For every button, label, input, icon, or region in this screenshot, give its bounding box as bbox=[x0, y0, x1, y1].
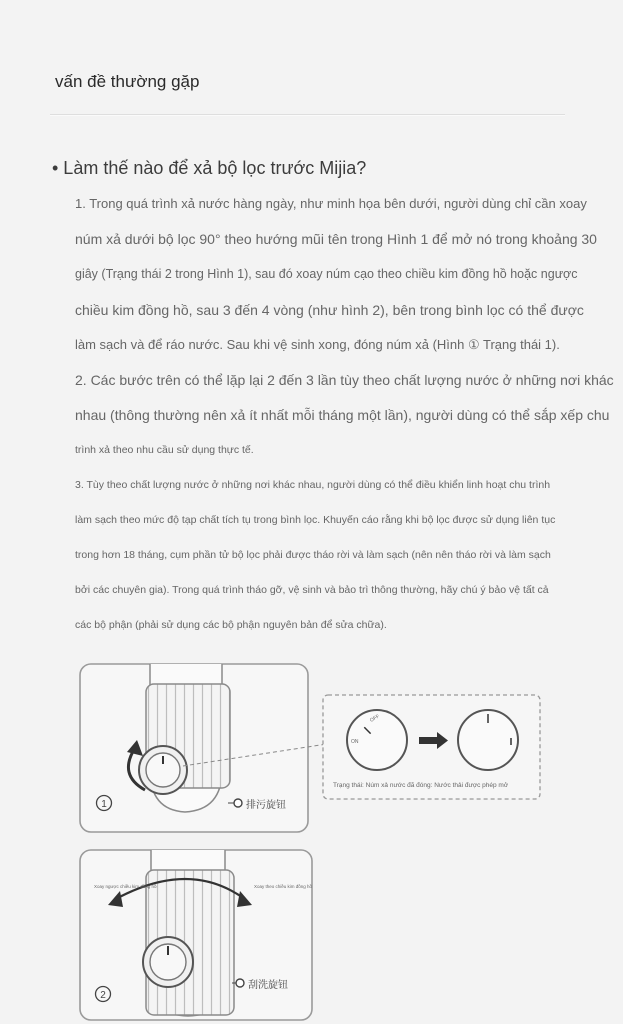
section-title: vấn đề thường gặp bbox=[55, 72, 200, 91]
answer-line: trong hơn 18 tháng, cụm phần tử bộ lọc phải được tháo rời và làm sạch (nên nên tháo rời và làm sạch bbox=[75, 549, 551, 561]
state-caption: Trạng thái: Núm xả nước đã đóng: Nước thải được phép mở bbox=[333, 782, 509, 789]
knob-label-2: 刮洗旋钮 bbox=[248, 980, 288, 991]
dial-mark-off: OFF bbox=[369, 713, 381, 724]
answer-line: làm sạch và để ráo nước. Sau khi vệ sinh xong, đóng núm xả (Hình ① Trạng thái 1). bbox=[75, 337, 560, 352]
answer-line: nhau (thông thường nên xả ít nhất mỗi tháng một lần), người dùng có thể sắp xếp chu bbox=[75, 407, 610, 423]
answer-line: trình xả theo nhu cầu sử dụng thực tế. bbox=[75, 444, 254, 456]
dial-mark-on: ON bbox=[351, 739, 359, 745]
arc-text-left: Xoay ngược chiều kim đồng hồ bbox=[94, 884, 157, 889]
figure-number-1: 1 bbox=[101, 799, 107, 810]
answer-line: bởi các chuyên gia). Trong quá trình tháo gỡ, vệ sinh và bảo trì thông thường, hãy chú ý bảo vệ tất cả bbox=[75, 584, 549, 596]
figure-1 bbox=[80, 664, 540, 832]
answer-line: làm sạch theo mức độ tạp chất tích tụ trong bình lọc. Khuyến cáo rằng khi bộ lọc được sử dụng liên tục bbox=[75, 514, 556, 526]
faq-question: • Làm thế nào để xả bộ lọc trước Mijia? bbox=[52, 158, 367, 178]
answer-line: 1. Trong quá trình xả nước hàng ngày, như minh họa bên dưới, người dùng chỉ cần xoay bbox=[75, 196, 587, 211]
answer-line: giây (Trạng thái 2 trong Hình 1), sau đó xoay núm cạo theo chiều kim đồng hồ hoặc ngược bbox=[75, 267, 578, 281]
figure-number-2: 2 bbox=[100, 990, 106, 1001]
answer-line: 2. Các bước trên có thể lặp lại 2 đến 3 lần tùy theo chất lượng nước ở những nơi khác bbox=[75, 372, 614, 388]
answer-line: 3. Tùy theo chất lượng nước ở những nơi khác nhau, người dùng có thể điều khiển linh hoạt chu trình bbox=[75, 479, 551, 491]
knob-label-1: 排污旋钮 bbox=[246, 800, 286, 811]
arc-text-right: Xoay theo chiều kim đồng hồ bbox=[254, 884, 313, 889]
figure-2 bbox=[80, 850, 313, 1020]
answer-line: chiều kim đồng hồ, sau 3 đến 4 vòng (như hình 2), bên trong bình lọc có thể được bbox=[75, 302, 584, 318]
answer-line: núm xả dưới bộ lọc 90° theo hướng mũi tên trong Hình 1 để mở nó trong khoảng 30 bbox=[75, 231, 597, 247]
answer-line: các bộ phận (phải sử dụng các bộ phận nguyên bản để sửa chữa). bbox=[75, 619, 387, 631]
